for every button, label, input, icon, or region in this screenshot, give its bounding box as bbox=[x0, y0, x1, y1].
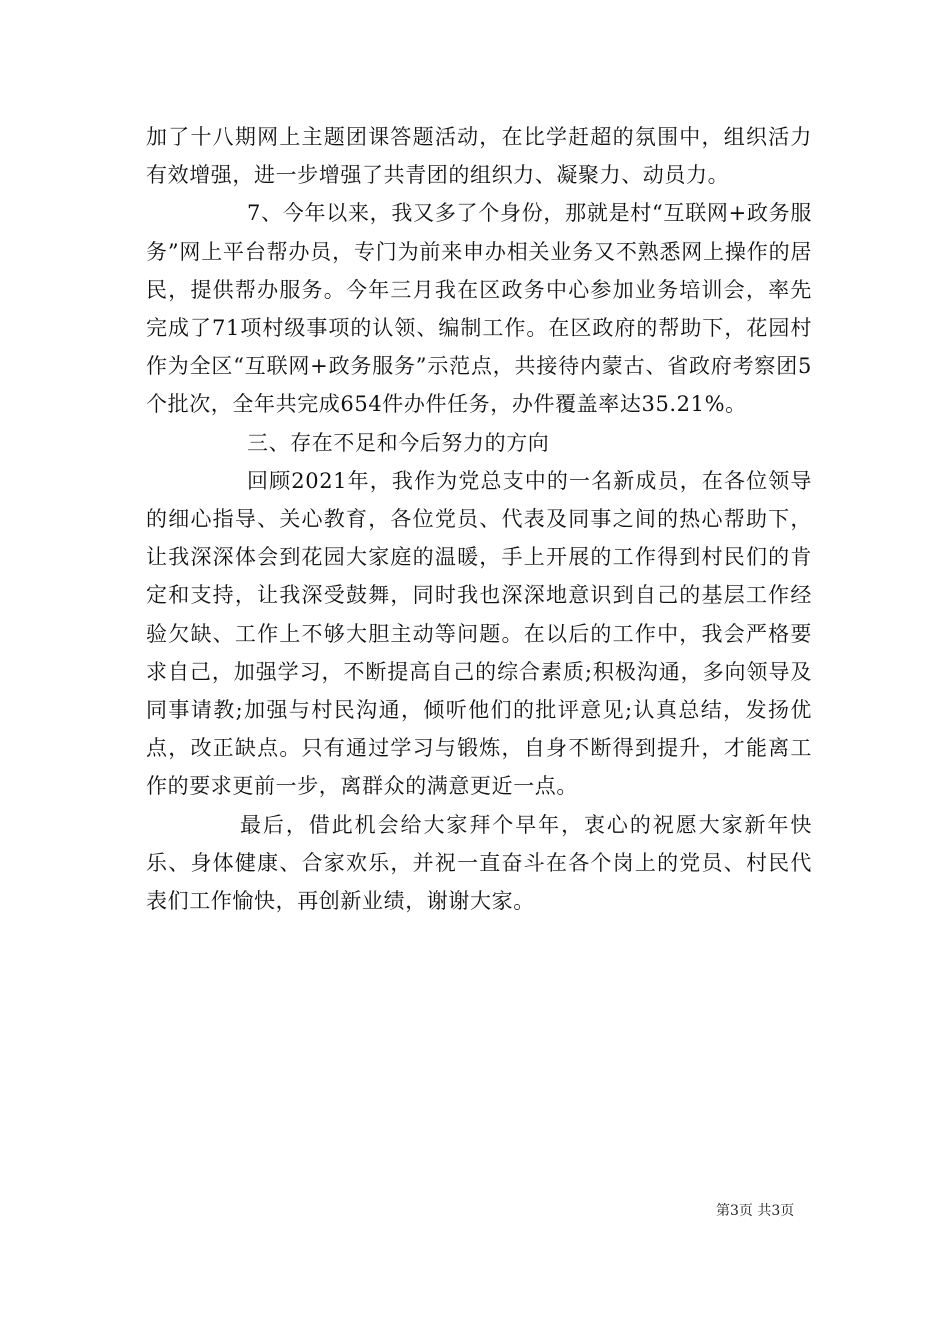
page-number-footer: 第3页 共3页 bbox=[716, 1203, 795, 1219]
document-body bbox=[146, 118, 812, 920]
paragraph-review: 回顾2021年，我作为党总支中的一名新成员，在各位领导的细心指导、关心教育，各位党员、代表及同事之间的热心帮助下，让我深深体会到花园大家庭的温暖，手上开展的工作得到村民们的肯定和支持，让我深受鼓舞，同时我也深深地意识到自己的基层工作经验欠缺、工作上不够大胆主动等问题。在以后的工作中，我会严格要求自己，加强学习，不断提高自己的综合素质;积极沟通，多向领导及同事请教;加强与村民沟通，倾听他们的批评意见;认真总结，发扬优点，改正缺点。只有通过学习与锻炼，自身不断得到提升，才能离工作的要求更前一步，离群众的满意更近一点。 bbox=[146, 468, 812, 799]
paragraph-continuation: 加了十八期网上主题团课答题活动，在比学赶超的氛围中，组织活力有效增强，进一步增强了共青团的组织力、凝聚力、动员力。 bbox=[146, 125, 812, 188]
section-heading: 三、存在不足和今后努力的方向 bbox=[247, 430, 550, 455]
paragraph-closing: 最后，借此机会给大家拜个早年，衷心的祝愿大家新年快乐、身体健康、合家欢乐，并祝一直奋斗在各个岗上的党员、村民代表们工作愉快，再创新业绩，谢谢大家。 bbox=[146, 812, 812, 914]
paragraph-item-7: 7、今年以来，我又多了个身份，那就是村“互联网+政务服务”网上平台帮办员，专门为前来申办相关业务又不熟悉网上操作的居民，提供帮办服务。今年三月我在区政务中心参加业务培训会，率先完成了71项村级事项的认领、编制工作。在区政府的帮助下，花园村作为全区“互联网+政务服务”示范点，共接待内蒙古、省政府考察团5个批次，全年共完成654件办件任务，办件覆盖率达35.21%。 bbox=[146, 201, 812, 417]
